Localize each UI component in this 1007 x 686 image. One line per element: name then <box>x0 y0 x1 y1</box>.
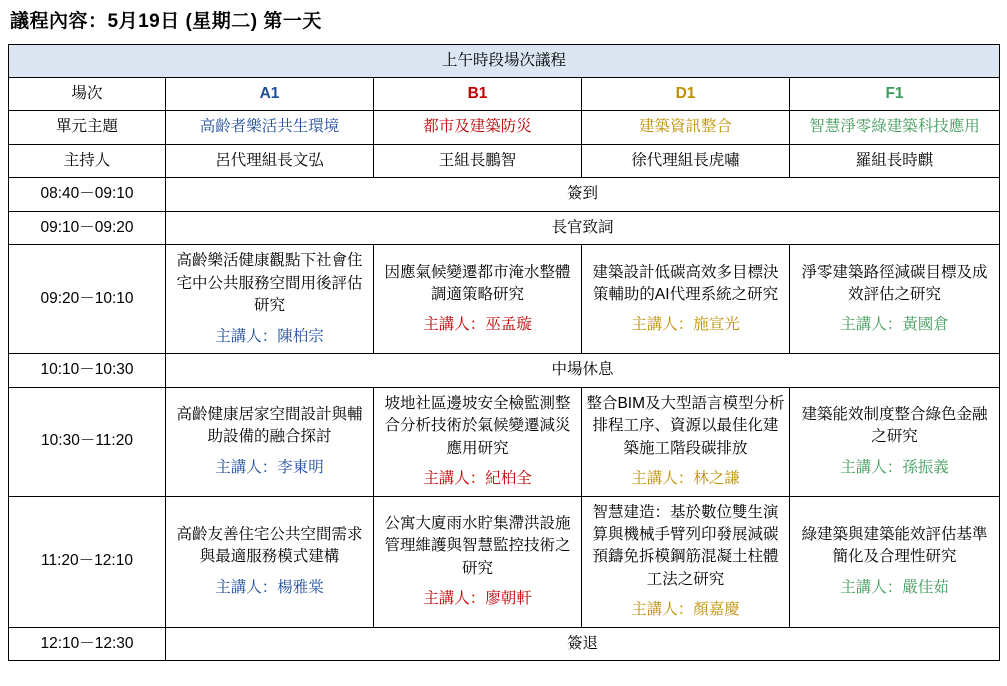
session-speaker <box>378 588 577 610</box>
full-width-activity: 中場休息 <box>166 354 1000 387</box>
room-code-b1: B1 <box>374 77 582 110</box>
moderator-d1: 徐代理組長虎嘯 <box>582 144 790 177</box>
table-row <box>9 245 1000 354</box>
table-row <box>9 354 1000 387</box>
speaker-label: 主講人： <box>631 470 694 488</box>
session-cell-d1 <box>582 496 790 627</box>
room-code-a1: A1 <box>166 77 374 110</box>
time-slot: 11:20－12:10 <box>9 496 166 627</box>
speaker-label: 主講人： <box>215 458 278 476</box>
session-speaker <box>170 457 369 479</box>
row-label-session: 場次 <box>9 77 166 110</box>
session-cell-b1 <box>374 496 582 627</box>
session-cell-b1 <box>374 387 582 496</box>
time-slot: 12:10－12:30 <box>9 627 166 660</box>
unit-topic-b1: 都市及建築防災 <box>374 111 582 144</box>
speaker-name: 廖朝軒 <box>485 590 532 608</box>
speaker-name: 林之謙 <box>693 470 740 488</box>
table-row-unit-topics <box>9 111 1000 144</box>
session-speaker <box>794 314 995 336</box>
session-topic: 建築設計低碳高效多目標決策輔助的AI代理系統之研究 <box>592 263 779 304</box>
session-topic: 建築能效制度整合綠色金融之研究 <box>801 405 988 446</box>
session-speaker <box>794 457 995 479</box>
table-row <box>9 627 1000 660</box>
session-cell-d1 <box>582 387 790 496</box>
speaker-name: 楊雅棠 <box>277 578 324 596</box>
unit-topic-f1: 智慧淨零綠建築科技應用 <box>790 111 1000 144</box>
speaker-label: 主講人： <box>423 316 486 334</box>
moderator-a1: 呂代理組長文弘 <box>166 144 374 177</box>
session-topic: 坡地社區邊坡安全檢監測整合分析技術於氣候變遷減災應用研究 <box>384 394 571 457</box>
session-speaker <box>586 314 785 336</box>
speaker-label: 主講人： <box>215 578 278 596</box>
time-slot: 10:10－10:30 <box>9 354 166 387</box>
session-topic: 公寓大廈雨水貯集滯洪設施管理維護與智慧監控技術之研究 <box>384 514 571 577</box>
table-row <box>9 496 1000 627</box>
full-width-activity: 長官致詞 <box>166 211 1000 244</box>
time-slot: 09:20－10:10 <box>9 245 166 354</box>
table-row <box>9 387 1000 496</box>
speaker-name: 巫孟璇 <box>485 316 532 334</box>
table-row <box>9 211 1000 244</box>
session-speaker <box>794 577 995 599</box>
session-speaker <box>378 468 577 490</box>
speaker-label: 主講人： <box>840 578 903 596</box>
table-row <box>9 178 1000 211</box>
row-label-moderator: 主持人 <box>9 144 166 177</box>
speaker-name: 紀柏全 <box>485 470 532 488</box>
speaker-label: 主講人： <box>631 316 694 334</box>
moderator-b1: 王組長鵬智 <box>374 144 582 177</box>
unit-topic-a1: 高齡者樂活共生環境 <box>166 111 374 144</box>
table-row-room-codes <box>9 77 1000 110</box>
speaker-label: 主講人： <box>423 470 486 488</box>
speaker-name: 孫振義 <box>902 458 949 476</box>
speaker-name: 李東明 <box>277 458 324 476</box>
row-label-unit-topic: 單元主題 <box>9 111 166 144</box>
session-speaker <box>378 314 577 336</box>
session-topic: 綠建築與建築能效評估基準簡化及合理性研究 <box>801 526 988 566</box>
speaker-label: 主講人： <box>423 590 486 608</box>
full-width-activity: 簽退 <box>166 627 1000 660</box>
full-width-activity: 簽到 <box>166 178 1000 211</box>
session-topic: 淨零建築路徑減碳目標及成效評估之研究 <box>801 263 988 304</box>
session-cell-a1 <box>166 245 374 354</box>
session-speaker <box>586 468 785 490</box>
speaker-label: 主講人： <box>840 458 903 476</box>
agenda-banner: 上午時段場次議程 <box>9 44 1000 77</box>
session-cell-a1 <box>166 496 374 627</box>
speaker-label: 主講人： <box>631 601 694 619</box>
session-speaker <box>170 577 369 599</box>
speaker-name: 顏嘉慶 <box>693 601 740 619</box>
table-row-moderators <box>9 144 1000 177</box>
room-code-f1: F1 <box>790 77 1000 110</box>
unit-topic-d1: 建築資訊整合 <box>582 111 790 144</box>
session-cell-b1 <box>374 245 582 354</box>
session-cell-d1 <box>582 245 790 354</box>
session-topic: 因應氣候變遷都市淹水整體調適策略研究 <box>384 263 571 304</box>
speaker-name: 黃國倉 <box>902 316 949 334</box>
time-slot: 10:30－11:20 <box>9 387 166 496</box>
speaker-name: 嚴佳茹 <box>902 578 949 596</box>
session-cell-f1 <box>790 387 1000 496</box>
session-topic: 高齡樂活健康觀點下社會住宅中公共服務空間用後評估研究 <box>176 252 363 315</box>
speaker-name: 施宣光 <box>693 316 740 334</box>
session-topic: 整合BIM及大型語言模型分析排程工序、資源以最佳化建築施工階段碳排放 <box>586 394 785 457</box>
session-cell-a1 <box>166 387 374 496</box>
session-speaker <box>170 326 369 348</box>
moderator-f1: 羅組長時麒 <box>790 144 1000 177</box>
session-topic: 高齡健康居家空間設計與輔助設備的融合探討 <box>176 405 363 446</box>
session-cell-f1 <box>790 496 1000 627</box>
agenda-table <box>8 44 1000 662</box>
room-code-d1: D1 <box>582 77 790 110</box>
time-slot: 09:10－09:20 <box>9 211 166 244</box>
session-cell-f1 <box>790 245 1000 354</box>
page-title: 議程內容：5月19日 (星期二) 第一天 <box>10 11 322 32</box>
speaker-label: 主講人： <box>840 316 903 334</box>
session-topic: 智慧建造：基於數位雙生演算與機械手臂列印發展減碳預鑄免拆模鋼筋混凝土柱體工法之研究 <box>592 503 779 588</box>
time-slot: 08:40－09:10 <box>9 178 166 211</box>
session-speaker <box>586 599 785 621</box>
session-topic: 高齡友善住宅公共空間需求與最適服務模式建構 <box>176 526 363 566</box>
table-row-banner <box>9 44 1000 77</box>
speaker-label: 主講人： <box>215 327 278 345</box>
speaker-name: 陳柏宗 <box>277 327 324 345</box>
